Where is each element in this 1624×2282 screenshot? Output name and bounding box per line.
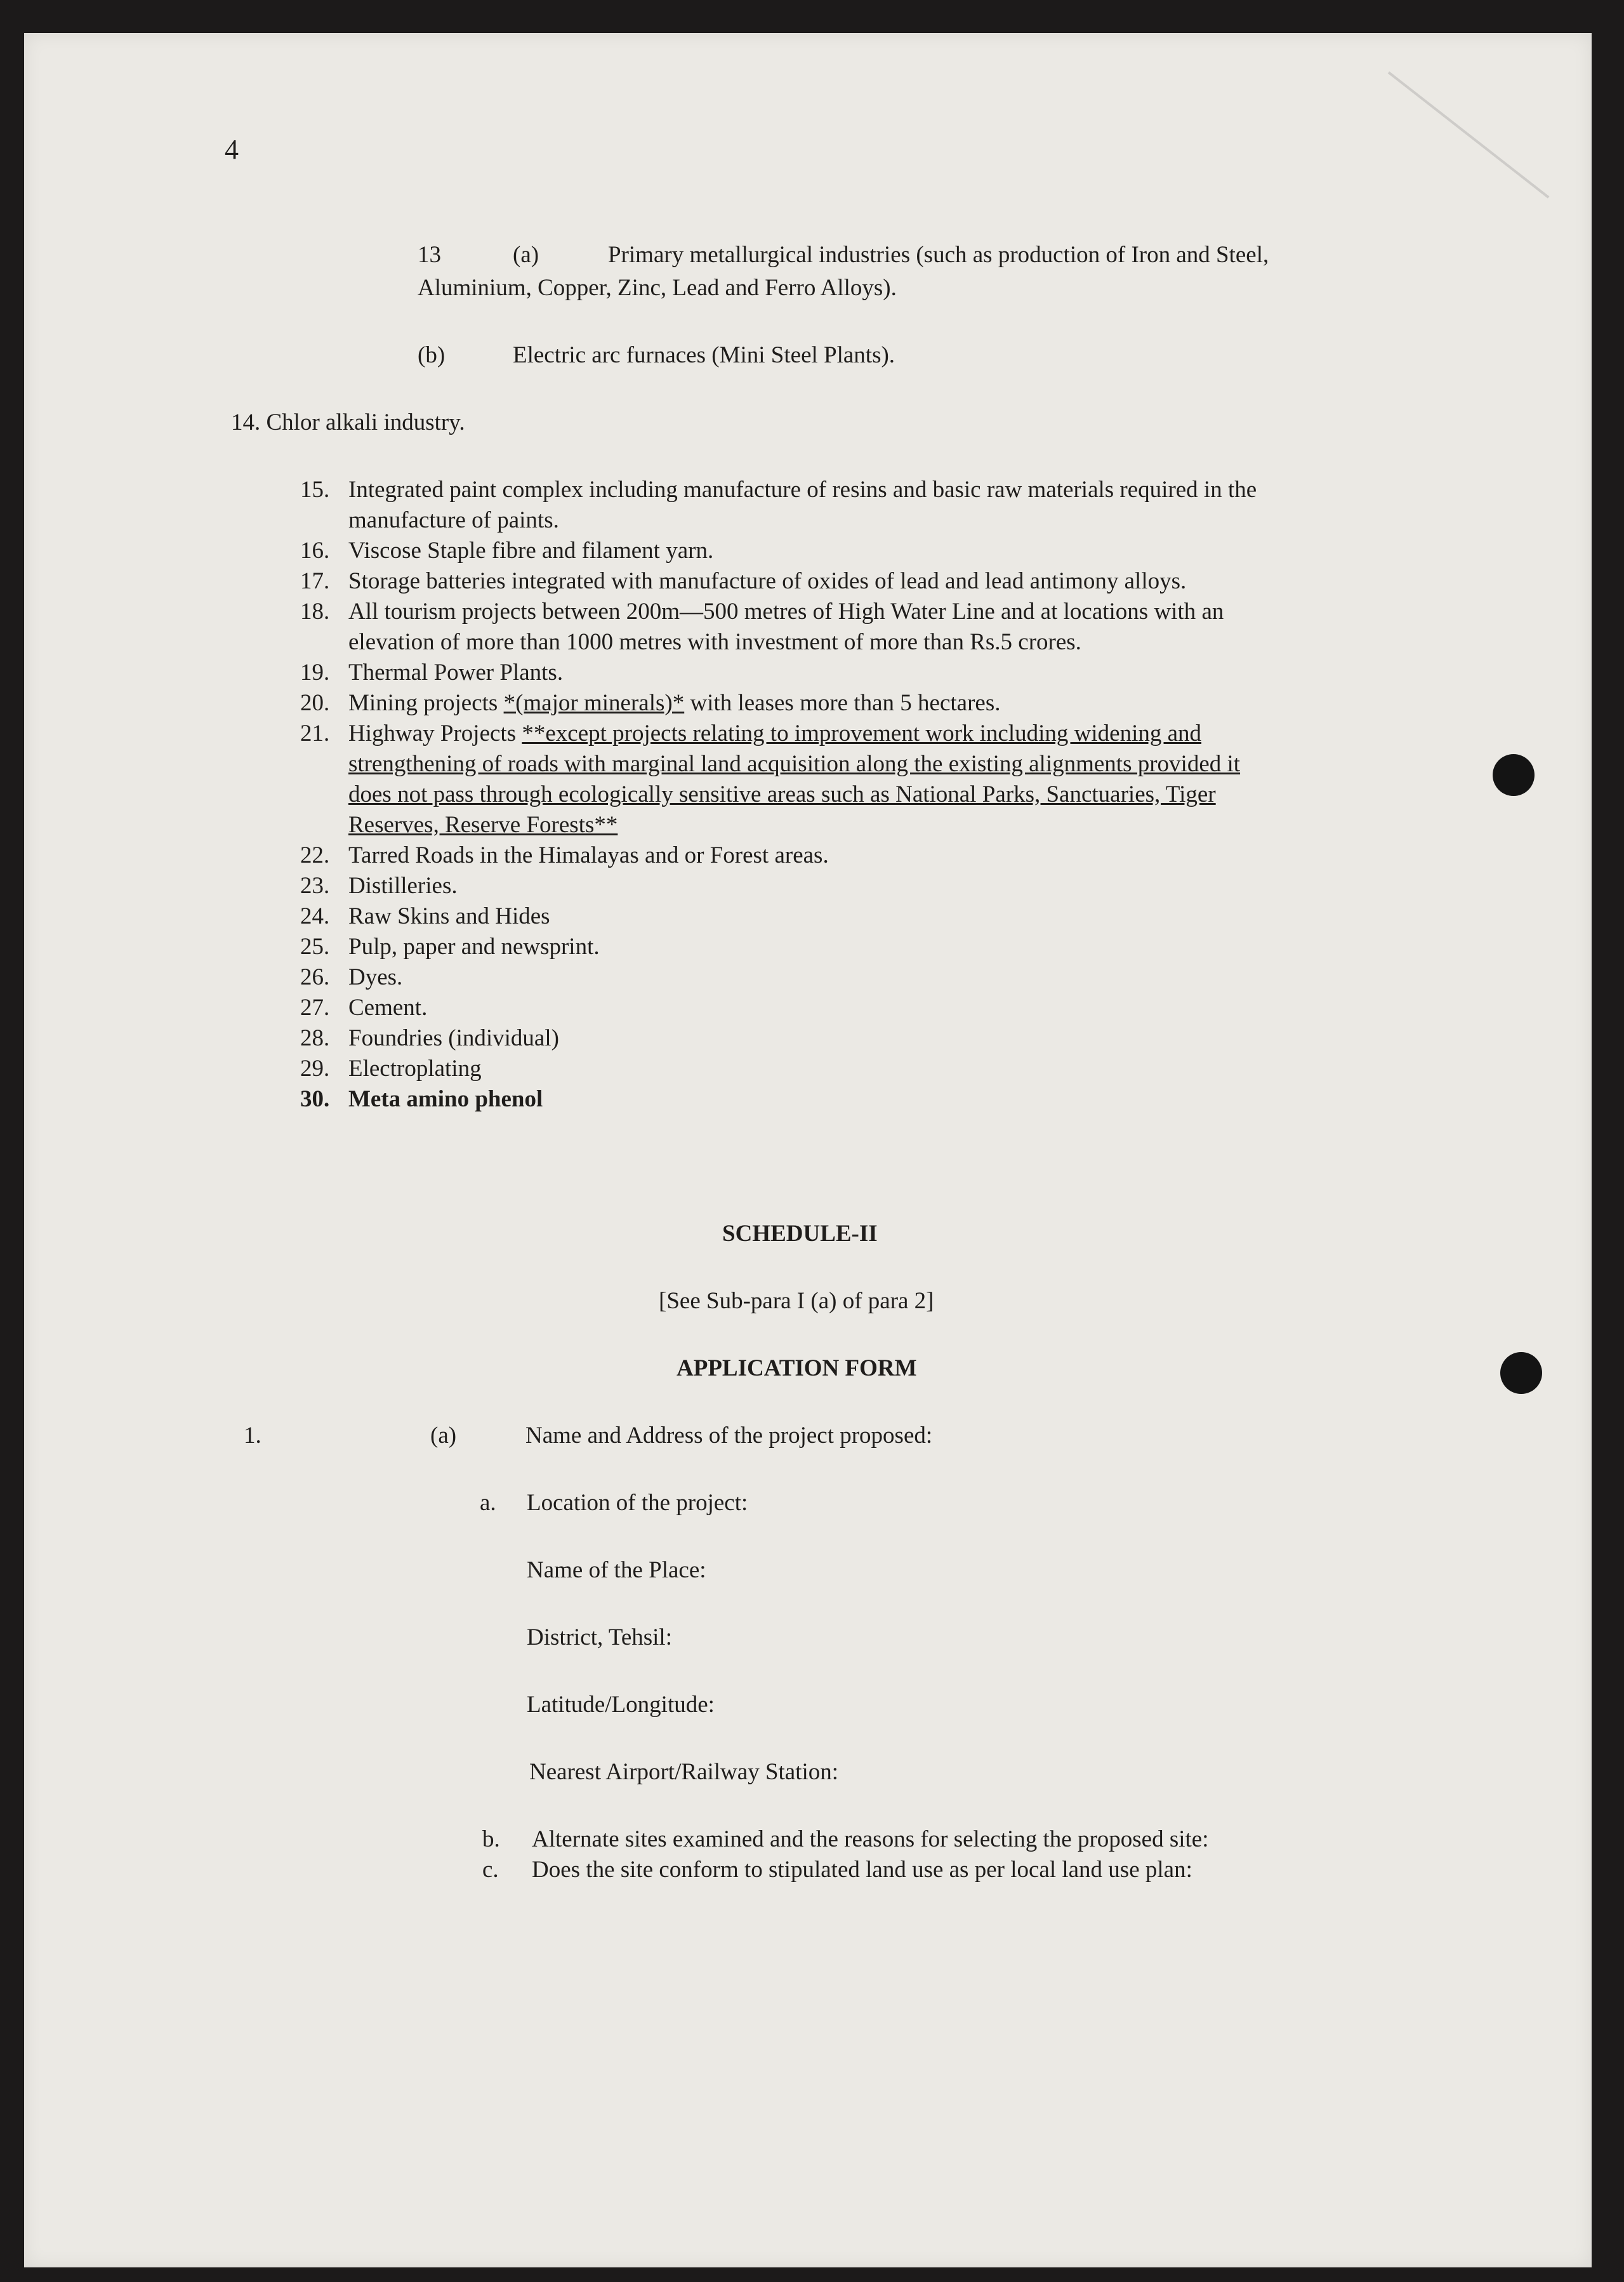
- location-text: Location of the project:: [527, 1490, 748, 1516]
- item-number: 30.: [300, 1086, 330, 1112]
- list-item: [300, 840, 829, 871]
- item-text-post: with leases more than 5 hectares.: [684, 690, 1001, 716]
- item-number: 21.: [300, 720, 330, 746]
- item-number: 19.: [300, 660, 330, 686]
- question-1a-label: (a): [430, 1423, 457, 1449]
- item-number: 20.: [300, 690, 330, 716]
- item-14: 14. Chlor alkali industry.: [231, 409, 465, 435]
- district-field-label: District, Tehsil:: [527, 1624, 672, 1650]
- item-text: Storage batteries integrated with manufacture of oxides of lead and lead antimony alloys.: [348, 568, 1187, 594]
- list-item: [300, 871, 458, 901]
- item-number: 24.: [300, 903, 330, 929]
- item-number: 27.: [300, 995, 330, 1021]
- item-text: Cement.: [348, 995, 428, 1021]
- list-item: [300, 1054, 482, 1084]
- item-13-number: 13: [418, 242, 441, 268]
- list-item: [300, 475, 1257, 536]
- item-text-underlined: *(major minerals)*: [503, 690, 685, 716]
- place-field-label: Name of the Place:: [527, 1557, 706, 1583]
- item-text-underlined: strengthening of roads with marginal land acquisition along the existing alignments provided it: [348, 751, 1241, 777]
- item-text-underlined: **except projects relating to improvement work including widening and: [522, 720, 1202, 746]
- item-text: Raw Skins and Hides: [348, 903, 550, 929]
- item-number: 26.: [300, 964, 330, 990]
- item-text-cont: elevation of more than 1000 metres with investment of more than Rs.5 crores.: [348, 629, 1081, 655]
- list-item: [300, 536, 713, 566]
- item-text: All tourism projects between 200m—500 metres of High Water Line and at locations with an: [348, 599, 1224, 625]
- item-13b-text: Electric arc furnaces (Mini Steel Plants).: [513, 342, 895, 368]
- page-fold-mark: [1388, 71, 1550, 198]
- item-text: Tarred Roads in the Himalayas and or Forest areas.: [348, 842, 829, 868]
- item-text: Pulp, paper and newsprint.: [348, 934, 600, 960]
- item-text: Distilleries.: [348, 873, 458, 899]
- item-text-pre: Mining projects: [348, 690, 504, 716]
- nearest-station-field-label: Nearest Airport/Railway Station:: [529, 1759, 839, 1785]
- punch-hole: [1500, 1352, 1542, 1394]
- item-13b-label: (b): [418, 342, 446, 368]
- list-item: [300, 1023, 559, 1054]
- item-number: 28.: [300, 1025, 330, 1051]
- list-item: [300, 566, 1186, 597]
- schedule-reference: [See Sub-para I (a) of para 2]: [659, 1288, 934, 1314]
- item-text: Foundries (individual): [348, 1025, 559, 1051]
- item-text-underlined: Reserves, Reserve Forests**: [348, 812, 618, 838]
- item-number: 15.: [300, 477, 330, 503]
- item-13a-line2: Aluminium, Copper, Zinc, Lead and Ferro Alloys).: [418, 275, 897, 301]
- item-number: 23.: [300, 873, 330, 899]
- item-text: Dyes.: [348, 964, 403, 990]
- page-number: 4: [225, 134, 239, 165]
- list-item: [300, 962, 402, 993]
- land-use-text: Does the site conform to stipulated land use as per local land use plan:: [532, 1857, 1192, 1883]
- latlong-field-label: Latitude/Longitude:: [527, 1692, 715, 1718]
- question-1-number: 1.: [244, 1423, 261, 1449]
- list-item: [300, 597, 1224, 658]
- alternate-sites-text: Alternate sites examined and the reasons for selecting the proposed site:: [532, 1826, 1209, 1852]
- item-text-underlined: does not pass through ecologically sensitive areas such as National Parks, Sanctuaries, Tiger: [348, 781, 1216, 807]
- alternate-sites-label: b.: [482, 1826, 500, 1852]
- question-1a-text: Name and Address of the project proposed:: [525, 1423, 933, 1449]
- list-item: [300, 1084, 543, 1115]
- list-item: [300, 993, 427, 1023]
- item-number: 16.: [300, 538, 330, 564]
- item-text-cont: manufacture of paints.: [348, 507, 559, 533]
- location-label: a.: [480, 1490, 496, 1516]
- document-page: [24, 33, 1592, 2267]
- item-text: Thermal Power Plants.: [348, 660, 564, 686]
- punch-hole: [1493, 754, 1535, 796]
- list-item: [300, 901, 550, 932]
- item-text: Viscose Staple fibre and filament yarn.: [348, 538, 714, 564]
- list-item: [300, 719, 1240, 840]
- item-text: Electroplating: [348, 1056, 482, 1082]
- item-13a-line1: Primary metallurgical industries (such as production of Iron and Steel,: [608, 242, 1269, 268]
- land-use-label: c.: [482, 1857, 499, 1883]
- item-number: 29.: [300, 1056, 330, 1082]
- item-text: Meta amino phenol: [348, 1086, 543, 1112]
- list-item: [300, 688, 1001, 719]
- item-13a-label: (a): [513, 242, 539, 268]
- item-number: 25.: [300, 934, 330, 960]
- item-number: 17.: [300, 568, 330, 594]
- list-item: [300, 932, 600, 962]
- item-number: 18.: [300, 599, 330, 625]
- list-item: [300, 658, 563, 688]
- item-number: 22.: [300, 842, 330, 868]
- item-text: Integrated paint complex including manufacture of resins and basic raw materials required in the: [348, 477, 1257, 503]
- item-text-pre: Highway Projects: [348, 720, 522, 746]
- schedule-title: SCHEDULE-II: [722, 1221, 878, 1247]
- application-form-title: APPLICATION FORM: [677, 1355, 917, 1381]
